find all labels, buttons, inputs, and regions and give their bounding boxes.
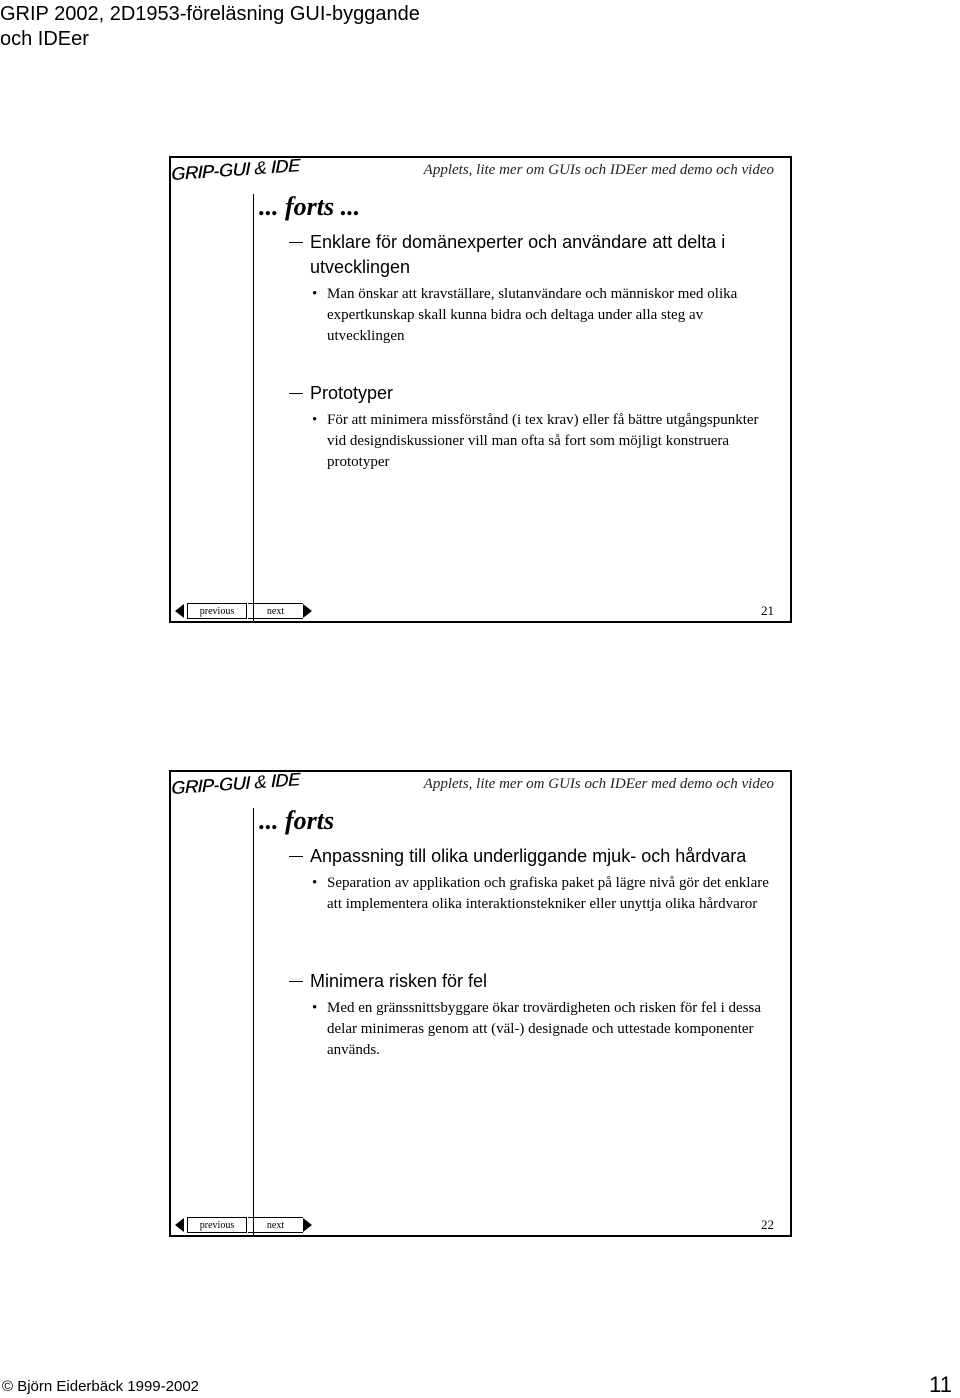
next-button[interactable]: next — [248, 603, 303, 619]
slide-21 — [169, 156, 792, 623]
page-title: GRIP 2002, 2D1953-föreläsning GUI-byggande och IDEer — [0, 3, 420, 50]
section-minimize-errors — [289, 969, 779, 1061]
bullet-text: Man önskar att kravställare, slutanvändare och människor med olika expertkunskap skall kunna bidra och deltaga under alla steg av utvecklingen — [327, 286, 738, 344]
previous-arrow-icon[interactable] — [175, 1218, 184, 1232]
slide-number: 22 — [761, 1217, 774, 1232]
dash-icon — [289, 856, 303, 857]
grip-logo: GRIP-GUI & IDE — [171, 155, 300, 186]
previous-button[interactable]: previous — [187, 603, 247, 619]
slide-heading: ... forts ... — [259, 192, 361, 221]
section-hardware-adaptation — [289, 844, 779, 915]
section-domain-experts — [289, 230, 779, 347]
bullet-icon: • — [312, 412, 318, 428]
bullet-text: För att minimera missförstånd (i tex krav) eller få bättre utgångspunkter vid designdiskussioner vill man ofta så fort som möjligt konstruera prototyper — [327, 412, 759, 470]
next-button[interactable]: next — [248, 1217, 303, 1233]
dash-icon — [289, 393, 303, 394]
sidebar-divider — [253, 194, 254, 621]
grip-logo: GRIP-GUI & IDE — [171, 769, 300, 800]
section-title: Minimera risken för fel — [310, 971, 488, 991]
bullet-text: Med en gränssnittsbyggare ökar trovärdigheten och risken för fel i dessa delar minimeras genom att (väl-) designade och uttestade komponenter används. — [327, 1000, 762, 1058]
bullet-icon: • — [312, 286, 318, 302]
slide-header: Applets, lite mer om GUIs och IDEer med demo och video — [423, 162, 774, 178]
next-arrow-icon[interactable] — [303, 1218, 312, 1232]
sidebar-divider — [253, 808, 254, 1235]
previous-button[interactable]: previous — [187, 1217, 247, 1233]
slide-22 — [169, 770, 792, 1237]
section-title: Enklare för domänexperter och användare att delta i utvecklingen — [310, 232, 726, 277]
bullet-icon: • — [312, 1000, 318, 1016]
slide-number: 21 — [761, 603, 774, 618]
section-prototypes — [289, 381, 779, 473]
slide-heading: ... forts — [259, 806, 335, 835]
section-title: Prototyper — [310, 383, 394, 403]
bullet-icon: • — [312, 875, 318, 891]
slide-navigation — [175, 1217, 315, 1233]
dash-icon — [289, 981, 303, 982]
previous-arrow-icon[interactable] — [175, 604, 184, 618]
slide-header: Applets, lite mer om GUIs och IDEer med demo och video — [423, 776, 774, 792]
footer-page-number: 11 — [929, 1372, 952, 1397]
bullet-text: Separation av applikation och grafiska paket på lägre nivå gör det enklare att implementera olika interaktionstekniker eller unyttja olika hårdvaror — [327, 875, 769, 912]
dash-icon — [289, 242, 303, 243]
next-arrow-icon[interactable] — [303, 604, 312, 618]
slide-navigation — [175, 603, 315, 619]
section-title: Anpassning till olika underliggande mjuk- och hårdvara — [310, 846, 747, 866]
footer-copyright: © Björn Eiderbäck 1999-2002 — [2, 1378, 200, 1395]
